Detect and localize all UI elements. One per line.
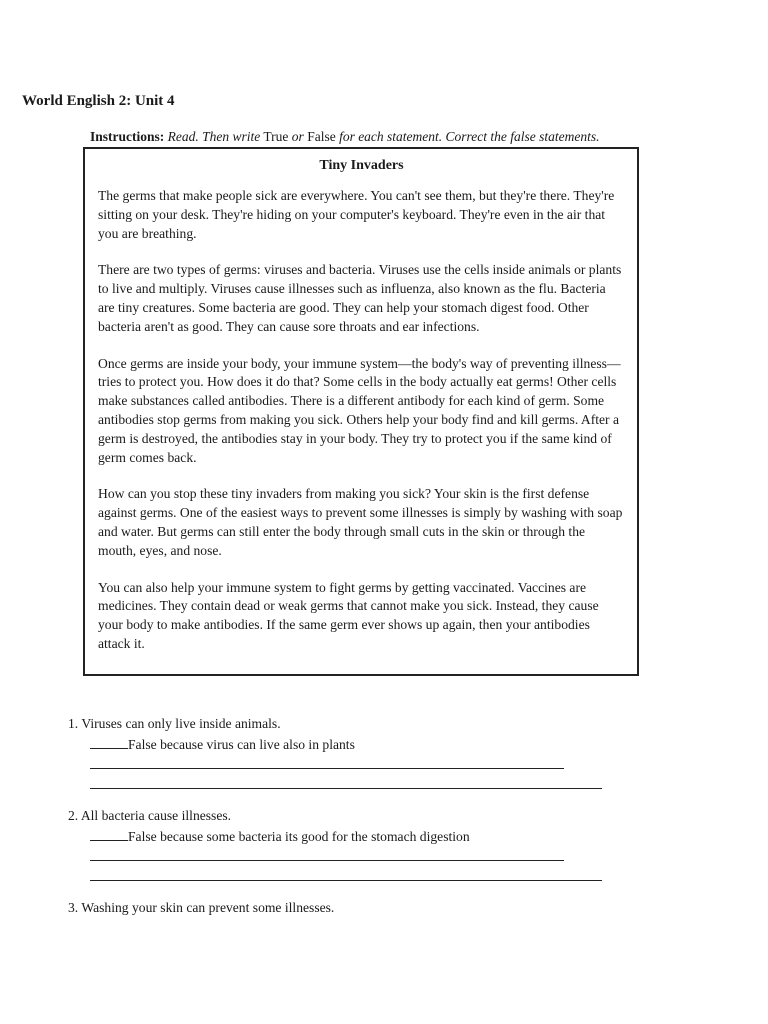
question-1 bbox=[68, 716, 628, 808]
answer-text: False because some bacteria its good for the stomach digestion bbox=[128, 829, 470, 844]
correction-line[interactable] bbox=[90, 768, 564, 769]
true-false-blank[interactable] bbox=[90, 736, 128, 749]
reading-paragraph-5: You can also help your immune system to fight germs by getting vaccinated. Vaccines are medicines. They contain dead or weak germs that cannot make you sick. Instead, they cause your body to make antibodies. If the same germ ever shows up again, then your antibodies attack it. bbox=[98, 579, 599, 651]
instructions bbox=[90, 129, 600, 145]
question-statement: 3. Washing your skin can prevent some illnesses. bbox=[68, 900, 335, 915]
reading-passage-box bbox=[83, 147, 639, 676]
question-statement: 2. All bacteria cause illnesses. bbox=[68, 808, 232, 823]
answer-text: False because virus can live also in plants bbox=[128, 737, 355, 752]
reading-title: Tiny Invaders bbox=[319, 158, 404, 173]
reading-paragraph-2: There are two types of germs: viruses and bacteria. Viruses use the cells inside animals or plants to live and multiply. Viruses cause illnesses such as influenza, also known as the flu. Bacteria are tiny creatures. Some bacteria are good. They can help your stomach digest food. Other bacteria aren't as good. They can cause sore throats and ear infections. bbox=[98, 262, 622, 334]
instructions-word-true: True bbox=[263, 129, 289, 144]
instructions-text-1: Read. Then write bbox=[167, 129, 261, 144]
reading-paragraph-4: How can you stop these tiny invaders from making you sick? Your skin is the first defense against germs. One of the easiest ways to prevent some illnesses is simply by washing with soap and water. But germs can still enter the body through small cuts in the skin or through the mouth, eyes, and nose. bbox=[98, 486, 623, 558]
instructions-text-2: for each statement. Correct the false statements. bbox=[339, 129, 600, 144]
instructions-or: or bbox=[291, 129, 304, 144]
correction-line[interactable] bbox=[90, 880, 602, 881]
instructions-word-false: False bbox=[307, 129, 336, 144]
question-3 bbox=[68, 900, 628, 992]
true-false-blank[interactable] bbox=[90, 828, 128, 841]
page-title: World English 2: Unit 4 bbox=[22, 93, 175, 109]
instructions-label: Instructions: bbox=[90, 129, 165, 144]
questions-list bbox=[68, 716, 628, 992]
reading-paragraph-1: The germs that make people sick are everywhere. You can't see them, but they're there. They're sitting on your desk. They're hiding on your computer's keyboard. They're even in the air that you are breathing. bbox=[98, 188, 615, 241]
answer-line[interactable] bbox=[90, 828, 470, 845]
answer-line[interactable] bbox=[90, 736, 355, 753]
correction-line[interactable] bbox=[90, 788, 602, 789]
question-statement: 1. Viruses can only live inside animals. bbox=[68, 716, 281, 731]
question-2 bbox=[68, 808, 628, 900]
correction-line[interactable] bbox=[90, 860, 564, 861]
reading-paragraph-3: Once germs are inside your body, your immune system—the body's way of preventing illness—tries to protect you. How does it do that? Some cells in the body actually eat germs! Other cells make substances called antibodies. There is a different antibody for each kind of germ. Some antibodies stop germs from making you sick. Others help your body find and kill germs. After a germ is destroyed, the antibodies stay in your body. They try to protect you if the same kind of germ comes back. bbox=[98, 355, 621, 465]
